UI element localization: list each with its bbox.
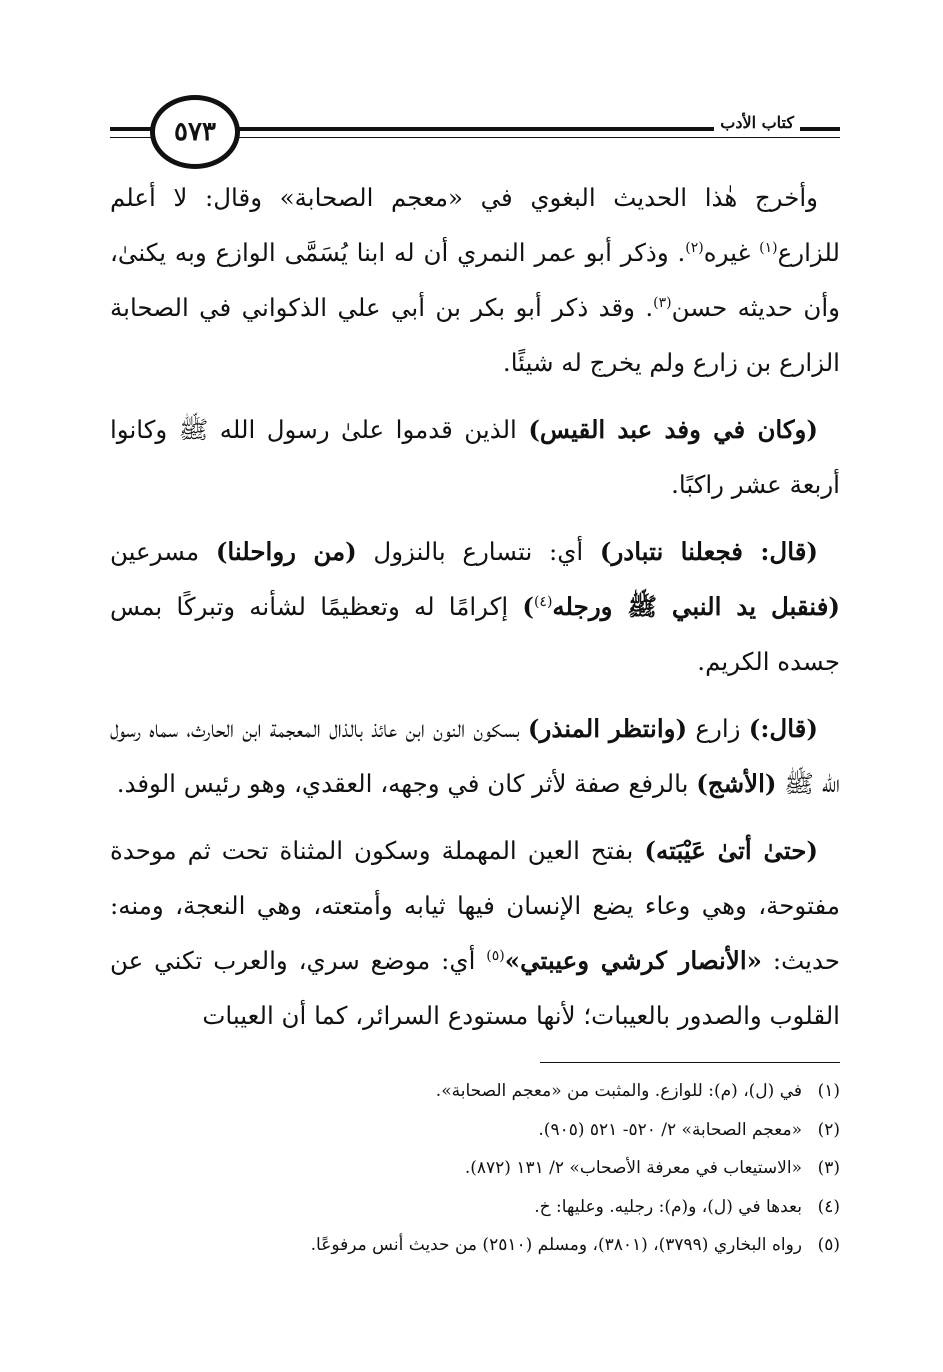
- text-run: إكرامًا له وتعظيمًا لشأنه وتبركًا بمس جسده الكريم.: [110, 592, 840, 676]
- footnote-number: (٣): [817, 1158, 840, 1178]
- text-run: بالرفع صفة لأثر كان في وجهه، العقدي، وهو رئيس الوفد.: [116, 769, 697, 798]
- text-run: الذين قدموا علىٰ رسول الله ﷺ وكانوا أربعة عشر راكبًا.: [110, 415, 840, 499]
- paragraph: [110, 524, 840, 689]
- text-run: غيره: [703, 238, 760, 267]
- bold-phrase: (قال:): [748, 714, 818, 743]
- bold-phrase: (حتىٰ أتىٰ عَيْبَته): [644, 836, 819, 865]
- page-number: ٥٧٣: [150, 95, 240, 169]
- text-run: . وقد ذكر أبو بكر بن أبي علي الذكواني في الصحابة الزارع بن زارع ولم يخرج له شيئًا.: [110, 293, 840, 377]
- bold-phrase: «الأنصار كرشي وعيبتي»: [504, 946, 762, 975]
- footnote-number: (١): [817, 1081, 840, 1101]
- footnote-ref: (٣): [653, 294, 672, 311]
- footnotes: [105, 1072, 840, 1265]
- footnote-ref: (١): [759, 239, 778, 256]
- footnote: [105, 1188, 840, 1227]
- footnote: [105, 1226, 840, 1265]
- paragraph: [110, 402, 840, 512]
- bold-phrase: (من رواحلنا): [215, 537, 357, 566]
- footnote-text: بعدها في (ل)، و(م): رجليه. وعليها: خ.: [534, 1196, 802, 1217]
- paragraph: [110, 170, 840, 390]
- footnote: [105, 1072, 840, 1111]
- page-header: [110, 95, 840, 175]
- footnote-ref: (٥): [486, 947, 505, 964]
- main-text: [110, 170, 840, 1055]
- paragraph: [110, 701, 840, 811]
- footnote-number: (٤): [817, 1196, 840, 1217]
- footnote: [105, 1149, 840, 1188]
- text-run: أي: موضع سري، والعرب تكني عن القلوب والصدور بالعيبات؛ لأنها مستودع السرائر، كما أن العيبات: [110, 946, 840, 1030]
- footnote-text: «الاستيعاب في معرفة الأصحاب» ٢/ ١٣١ (٨٧٢).: [464, 1158, 802, 1178]
- footnote-text: «معجم الصحابة» ٢/ ٥٢٠- ٥٢١ (٩٠٥).: [538, 1119, 802, 1140]
- bold-phrase: (فنقبل يد النبي ﷺ ورجله: [552, 592, 840, 621]
- text-run: وأخرج هٰذا الحديث البغوي في «معجم الصحابة» وقال: لا أعلم للزارع: [110, 183, 840, 267]
- bold-phrase: (الأشج): [696, 769, 777, 798]
- running-head: كتاب الأدب: [714, 113, 800, 132]
- text-run: مسرعين: [110, 537, 216, 566]
- footnote: [105, 1111, 840, 1150]
- footnote-separator: [540, 1062, 840, 1063]
- footnote-ref: (٤): [533, 593, 553, 610]
- footnote-text: في (ل)، (م): للوازع. والمثبت من «معجم الصحابة».: [435, 1081, 802, 1101]
- footnote-ref: (٢): [685, 239, 704, 256]
- text-run: بفتح العين المهملة وسكون المثناة تحت ثم موحدة مفتوحة، وهي وعاء يضع الإنسان فيها ثيابه وأمتعته، وهي النعجة، ومنه: حديث:: [110, 836, 840, 975]
- footnote-number: (٥): [817, 1235, 840, 1255]
- bold-phrase: (قال: فجعلنا نتبادر): [599, 537, 818, 566]
- text-run: بسكون النون ابن عائذ بالذال المعجمة ابن الحارث، سماه رسول الله ﷺ: [110, 714, 840, 798]
- footnote-number: (٢): [817, 1119, 840, 1140]
- bold-phrase: (وانتظر المنذر): [527, 714, 688, 743]
- footnote-text: رواه البخاري (٣٧٩٩)، (٣٨٠١)، ومسلم (٢٥١٠) من حديث أنس مرفوعًا.: [310, 1235, 802, 1255]
- bold-phrase: ): [522, 592, 534, 621]
- paragraph: [110, 823, 840, 1043]
- text-run: أي: نتسارع بالنزول: [356, 537, 600, 566]
- text-run: . وذكر أبو عمر النمري أن له ابنا يُسَمَّى الوازع وبه يكنىٰ، وأن حديثه حسن: [110, 238, 840, 322]
- text-run: زارع: [687, 714, 749, 743]
- bold-phrase: (وكان في وفد عبد القيس): [528, 415, 818, 444]
